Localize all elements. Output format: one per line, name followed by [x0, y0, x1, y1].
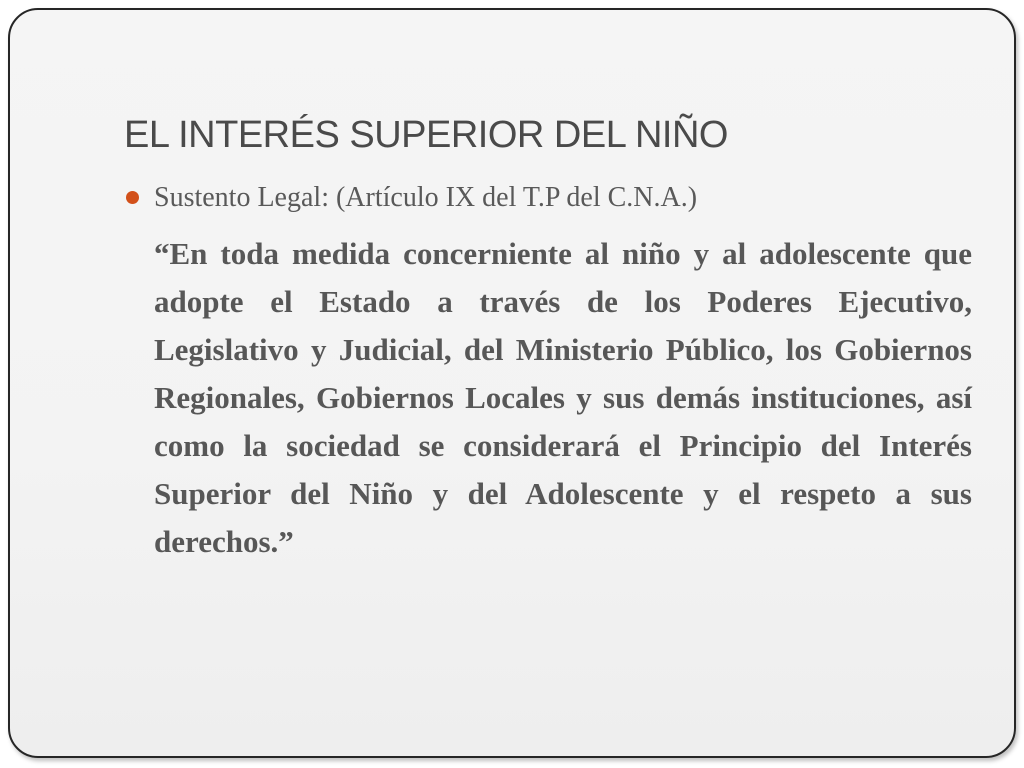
bullet-label: Sustento Legal: (Artículo IX del T.P del C.N.A.)	[154, 182, 698, 213]
slide-title: EL INTERÉS SUPERIOR DEL NIÑO	[124, 114, 728, 156]
quote-paragraph: “En toda medida concerniente al niño y al adolescente que adopte el Estado a través de los Poderes Ejecutivo, Legislativo y Judicial, del Ministerio Público, los Gobiernos Regionales, Gobiernos Locales y sus demás instituciones, así como la sociedad se considerará el Principio del Interés Superior del Niño y del Adolescente y el respeto a sus derechos.”	[154, 236, 972, 559]
bullet-dot-icon	[126, 191, 139, 204]
bullet-item	[126, 178, 986, 218]
slide-frame	[8, 8, 1016, 758]
